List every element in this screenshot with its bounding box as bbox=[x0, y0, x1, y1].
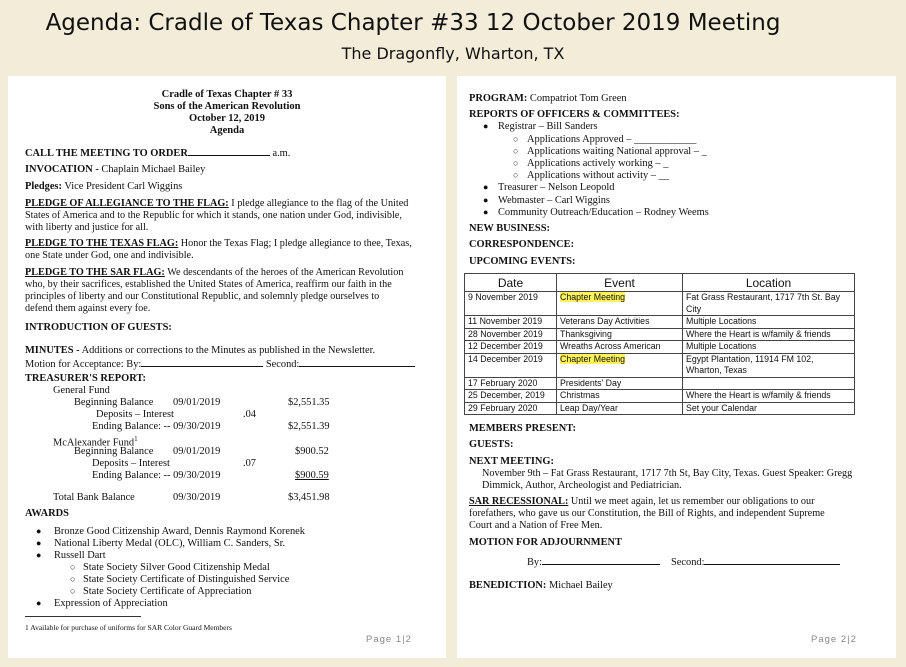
table-row bbox=[465, 316, 855, 329]
invocation: INVOCATION - Chaplain Michael Bailey bbox=[25, 164, 206, 175]
event-date-cell bbox=[465, 390, 557, 403]
circle-bullet-icon: ○ bbox=[513, 158, 519, 168]
event-event: Veterans Day Activities bbox=[560, 316, 650, 326]
event-event-cell bbox=[557, 341, 683, 354]
mca-interest-amount: .07 bbox=[243, 458, 256, 469]
total-bank-amount: $3,451.98 bbox=[288, 492, 330, 503]
event-location: Fat Grass Restaurant, 1717 7th St. Bay City bbox=[686, 292, 841, 314]
award-item: National Liberty Medal (OLC), William C. Sanders, Sr. bbox=[54, 538, 286, 549]
event-event: Thanksgiving bbox=[560, 328, 612, 339]
guests: GUESTS: bbox=[469, 439, 514, 450]
table-row bbox=[465, 328, 855, 341]
mca-beginning-date: 09/01/2019 bbox=[173, 446, 221, 457]
event-event: Presidents' Day bbox=[560, 377, 622, 388]
bullet-icon: ● bbox=[36, 550, 42, 560]
mca-beginning-label: Beginning Balance bbox=[74, 446, 154, 457]
award-item: Bronze Good Citizenship Award, Dennis Raymond Korenek bbox=[54, 526, 305, 537]
benediction: BENEDICTION: Michael Bailey bbox=[469, 580, 613, 591]
event-event: Leap Day/Year bbox=[560, 402, 618, 413]
society-name: Sons of the American Revolution bbox=[153, 101, 301, 112]
table-row bbox=[465, 402, 855, 415]
event-date-cell bbox=[465, 316, 557, 329]
event-event: Chapter Meeting bbox=[560, 353, 626, 364]
event-location-cell bbox=[683, 402, 855, 415]
meeting-date: October 12, 2019 bbox=[189, 113, 265, 124]
mca-interest-label: Deposits – Interest bbox=[92, 458, 170, 469]
award-subitem: State Society Certificate of Distinguished Service bbox=[83, 574, 290, 585]
introduction-of-guests: INTRODUCTION OF GUESTS: bbox=[25, 322, 172, 333]
gf-interest-amount: .04 bbox=[243, 409, 256, 420]
table-row bbox=[465, 341, 855, 354]
pledge-texas: PLEDGE TO THE TEXAS FLAG: Honor the Texas Flag; I pledge allegiance to thee, Texas, one State under God, one and indivisible. bbox=[25, 238, 412, 261]
footnote: 1 Available for purchase of uniforms for SAR Color Guard Members bbox=[25, 623, 232, 632]
page-number: Page 2|2 bbox=[811, 634, 857, 645]
slide-title: Agenda: Cradle of Texas Chapter #33 12 October 2019 Meeting bbox=[45, 10, 781, 36]
circle-bullet-icon: ○ bbox=[70, 586, 76, 596]
adjournment-by: By: bbox=[527, 555, 660, 569]
circle-bullet-icon: ○ bbox=[70, 574, 76, 584]
bullet-icon: ● bbox=[483, 121, 489, 131]
event-date: 29 February 2020 bbox=[468, 402, 538, 413]
pledge-allegiance: PLEDGE OF ALLEGIANCE TO THE FLAG: I pledge allegiance to the flag of the United States of America and to the Republic for which it stands, one nation under God, indivisible, with liberty and justice for all. bbox=[25, 198, 409, 233]
mca-ending-label: Ending Balance: -- 09/30/2019 bbox=[92, 470, 221, 481]
event-date: 28 November 2019 bbox=[468, 328, 543, 339]
event-date: 12 December 2019 bbox=[468, 341, 543, 351]
officer-item: Webmaster – Carl Wiggins bbox=[498, 195, 610, 206]
event-location-cell bbox=[683, 341, 855, 354]
total-bank-date: 09/30/2019 bbox=[173, 492, 221, 503]
gf-ending-amount: $2,551.39 bbox=[288, 421, 330, 432]
event-date: 11 November 2019 bbox=[468, 316, 543, 326]
event-date-cell bbox=[465, 353, 557, 377]
event-location: Multiple Locations bbox=[686, 341, 757, 351]
event-date-cell bbox=[465, 377, 557, 390]
slide-subtitle: The Dragonfly, Wharton, TX bbox=[341, 44, 565, 63]
event-date-cell bbox=[465, 328, 557, 341]
bullet-icon: ● bbox=[36, 598, 42, 608]
event-event-cell bbox=[557, 377, 683, 390]
agenda-page-2 bbox=[457, 76, 896, 658]
registrar-item: Applications Approved – ____________ bbox=[527, 134, 697, 145]
circle-bullet-icon: ○ bbox=[513, 146, 519, 156]
mca-ending-amount: $900.59 bbox=[295, 470, 329, 481]
table-row bbox=[465, 377, 855, 390]
event-date: 17 February 2020 bbox=[468, 377, 538, 388]
agenda-page-1 bbox=[8, 76, 446, 658]
event-date: 9 November 2019 bbox=[468, 292, 538, 302]
column-header-event: Event bbox=[557, 274, 683, 292]
event-event: Chapter Meeting bbox=[560, 292, 626, 302]
event-date: 14 December 2019 bbox=[468, 353, 543, 364]
column-header-date: Date bbox=[465, 274, 557, 292]
event-location: Set your Calendar bbox=[686, 402, 757, 413]
officer-item: Treasurer – Nelson Leopold bbox=[498, 182, 615, 193]
program: PROGRAM: Compatriot Tom Green bbox=[469, 93, 627, 104]
circle-bullet-icon: ○ bbox=[513, 134, 519, 144]
gf-beginning-amount: $2,551.35 bbox=[288, 397, 330, 408]
event-location-cell bbox=[683, 328, 855, 341]
gf-beginning-date: 09/01/2019 bbox=[173, 397, 221, 408]
gf-interest-label: Deposits – Interest bbox=[96, 409, 174, 420]
total-bank-label: Total Bank Balance bbox=[53, 492, 135, 503]
event-location-cell bbox=[683, 353, 855, 377]
event-event-cell bbox=[557, 316, 683, 329]
motion-acceptance: Motion for Acceptance: By: Second: bbox=[25, 357, 415, 371]
next-meeting-title: NEXT MEETING: bbox=[469, 456, 554, 467]
pledges: Pledges: Vice President Carl Wiggins bbox=[25, 181, 183, 192]
treasurer-report-title: TREASURER'S REPORT: bbox=[25, 373, 146, 384]
officer-item: Community Outreach/Education – Rodney Weems bbox=[498, 207, 709, 218]
gf-beginning-label: Beginning Balance bbox=[74, 397, 154, 408]
new-business: NEW BUSINESS: bbox=[469, 223, 550, 234]
event-location-cell bbox=[683, 316, 855, 329]
registrar-item: Applications actively working – _ bbox=[527, 158, 669, 169]
sar-recessional: SAR RECESSIONAL: Until we meet again, let us remember our obligations to our forefathers, who gave us our Constitution, the Bill of Rights, and independent Supreme Court and a Nation of Free Men. bbox=[469, 496, 825, 531]
event-date: 25 December, 2019 bbox=[468, 390, 545, 400]
column-header-location: Location bbox=[683, 274, 855, 292]
award-item: Expression of Appreciation bbox=[54, 598, 168, 609]
event-event-cell bbox=[557, 353, 683, 377]
pledge-sar: PLEDGE TO THE SAR FLAG: We descendants of the heroes of the American Revolution who, by their sacrifices, established the United States of America, reaffirm our faith in the principles of liberty and our Constitutional Republic, and solemnly pledge ourselves to defend them against every foe. bbox=[25, 267, 404, 314]
event-date-cell bbox=[465, 402, 557, 415]
registrar: Registrar – Bill Sanders bbox=[498, 121, 598, 132]
chapter-name: Cradle of Texas Chapter # 33 bbox=[161, 89, 293, 100]
minutes: MINUTES - Additions or corrections to the Minutes as published in the Newsletter. bbox=[25, 345, 376, 356]
award-item: Russell Dart bbox=[54, 550, 106, 561]
table-row bbox=[465, 292, 855, 316]
event-event-cell bbox=[557, 402, 683, 415]
adjournment-second: Second: bbox=[671, 555, 840, 569]
circle-bullet-icon: ○ bbox=[513, 170, 519, 180]
agenda-heading: Agenda bbox=[209, 125, 245, 136]
award-subitem: State Society Silver Good Citizenship Medal bbox=[83, 562, 270, 573]
footnote-divider bbox=[25, 616, 141, 617]
bullet-icon: ● bbox=[36, 526, 42, 536]
event-location: Where the Heart is w/family & friends bbox=[686, 328, 831, 339]
call-to-order: CALL THE MEETING TO ORDER a.m. bbox=[25, 148, 291, 159]
bullet-icon: ● bbox=[483, 195, 489, 205]
next-meeting-details: November 9th – Fat Grass Restaurant, 1717 7th St, Bay City, Texas. Guest Speaker: Gregg Dimmick, Author, Archeologist and Pediatrician. bbox=[482, 468, 853, 491]
members-present: MEMBERS PRESENT: bbox=[469, 423, 576, 434]
registrar-item: Applications waiting National approval – _ bbox=[527, 146, 707, 157]
page-number: Page 1|2 bbox=[366, 634, 412, 645]
event-event-cell bbox=[557, 328, 683, 341]
bullet-icon: ● bbox=[36, 538, 42, 548]
gf-ending-label: Ending Balance: -- 09/30/2019 bbox=[92, 421, 221, 432]
event-location-cell bbox=[683, 292, 855, 316]
awards-title: AWARDS bbox=[25, 508, 69, 519]
reports-title: REPORTS OF OFFICERS & COMMITTEES: bbox=[469, 109, 680, 120]
table-row bbox=[465, 353, 855, 377]
events-table bbox=[464, 273, 855, 415]
bullet-icon: ● bbox=[483, 207, 489, 217]
event-event: Christmas bbox=[560, 390, 600, 400]
event-event: Wreaths Across American bbox=[560, 341, 661, 351]
upcoming-events-title: UPCOMING EVENTS: bbox=[469, 256, 576, 267]
general-fund: General Fund bbox=[53, 385, 110, 396]
event-location-cell bbox=[683, 377, 855, 390]
mca-beginning-amount: $900.52 bbox=[295, 446, 329, 457]
event-date-cell bbox=[465, 292, 557, 316]
event-location: Egypt Plantation, 11914 FM 102, Wharton, Texas bbox=[686, 353, 814, 375]
registrar-item: Applications without activity – __ bbox=[527, 170, 669, 181]
table-row bbox=[465, 390, 855, 403]
event-event-cell bbox=[557, 292, 683, 316]
circle-bullet-icon: ○ bbox=[70, 562, 76, 572]
correspondence: CORRESPONDENCE: bbox=[469, 239, 575, 250]
motion-adjournment: MOTION FOR ADJOURNMENT bbox=[469, 537, 622, 548]
event-location-cell bbox=[683, 390, 855, 403]
event-location: Where the Heart is w/family & friends bbox=[686, 390, 831, 400]
award-subitem: State Society Certificate of Appreciation bbox=[83, 586, 252, 597]
event-location: Multiple Locations bbox=[686, 316, 757, 326]
event-event-cell bbox=[557, 390, 683, 403]
mcalexander-fund: McAlexander Fund$^1$ bbox=[53, 435, 138, 449]
bullet-icon: ● bbox=[483, 182, 489, 192]
event-date-cell bbox=[465, 341, 557, 354]
